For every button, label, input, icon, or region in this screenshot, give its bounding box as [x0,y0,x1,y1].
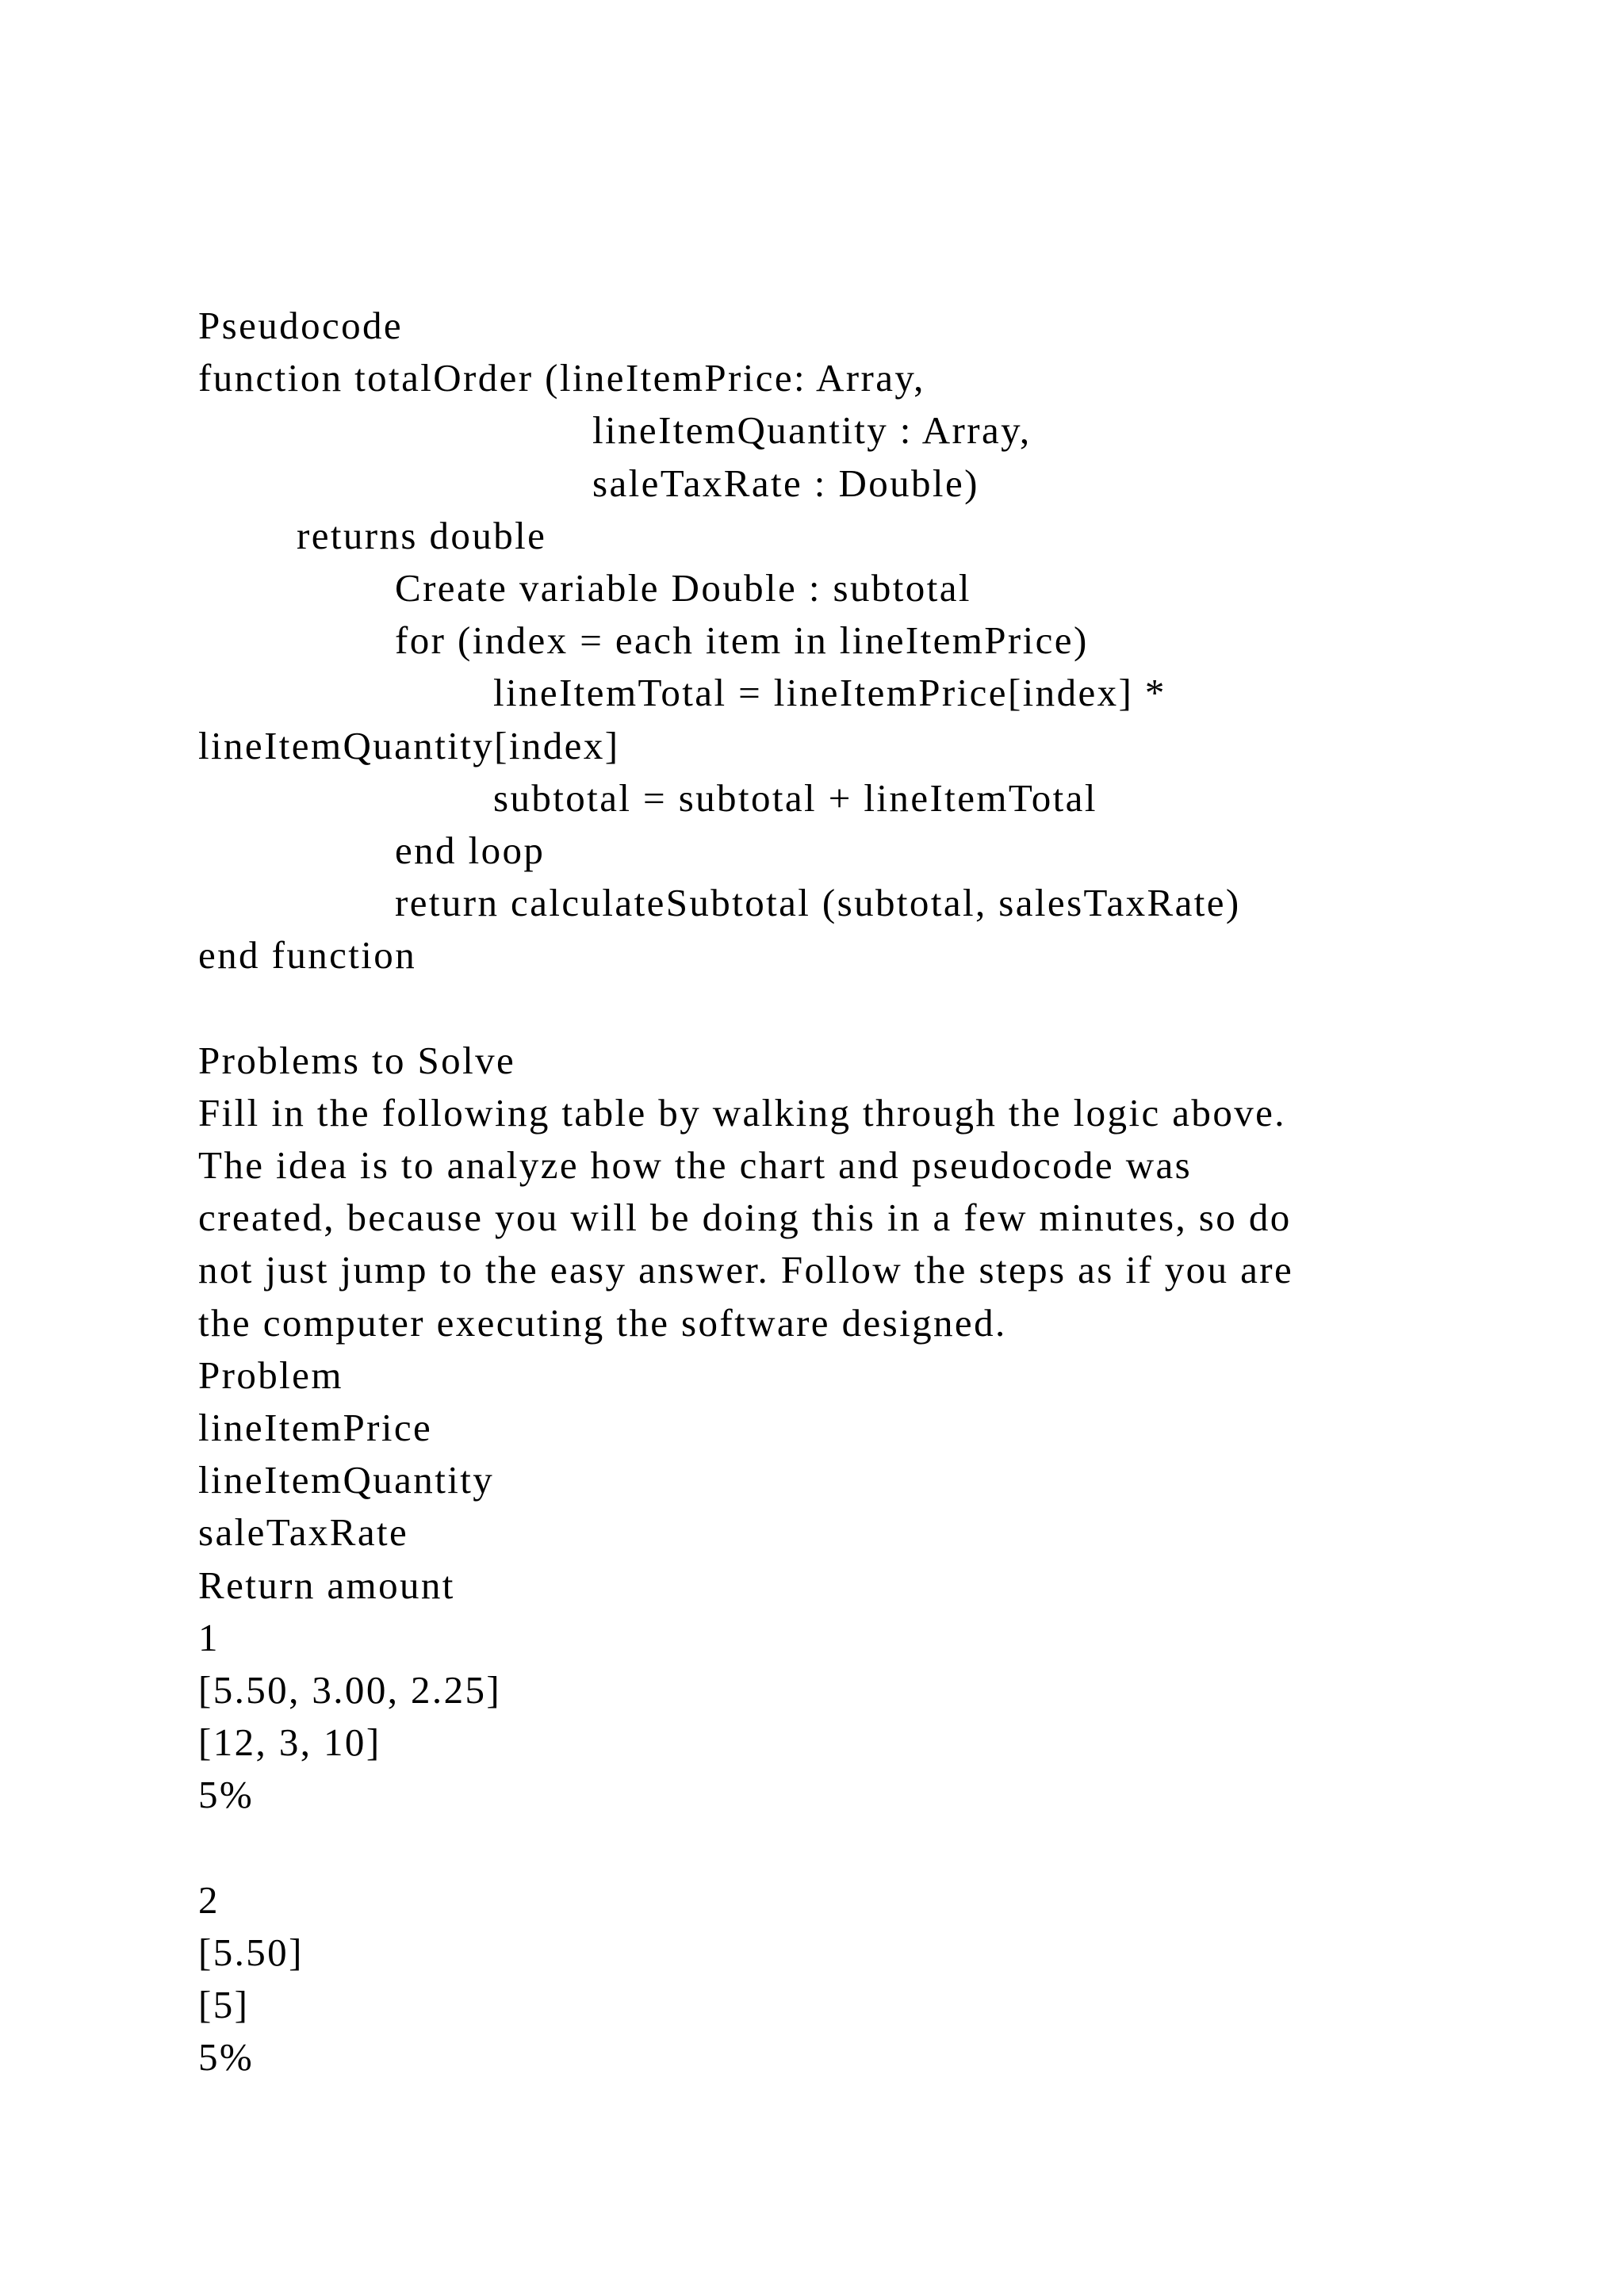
blank-line [198,982,1467,1034]
document-text [198,300,1467,2084]
table-header-sale-tax-rate: saleTaxRate [198,1510,409,1555]
instruction-line: The idea is to analyze how the chart and pseudocode was [198,1143,1193,1187]
instruction-line: Fill in the following table by walking through the logic above. [198,1090,1286,1135]
table-header-return-amount: Return amount [198,1563,455,1607]
table-header-line-item-price: lineItemPrice [198,1405,433,1449]
table-cell-return-amount [198,1821,1467,1873]
instruction-line: created, because you will be doing this in a few minutes, so do [198,1196,1292,1240]
problems-heading: Problems to Solve [198,1038,516,1082]
pseudocode-line: subtotal = subtotal + lineItemTotal [493,775,1097,820]
table-cell-sale-tax-rate: 5% [198,2035,255,2080]
table-cell-line-item-quantity: [12, 3, 10] [198,1720,381,1765]
pseudocode-line: lineItemQuantity[index] [198,723,620,767]
pseudocode-line: end loop [395,828,546,872]
pseudocode-line: for (index = each item in lineItemPrice) [395,618,1089,663]
pseudocode-line: lineItemTotal = lineItemPrice[index] * [493,671,1166,715]
pseudocode-line: function totalOrder (lineItemPrice: Array, [198,356,925,400]
pseudocode-line: end function [198,933,417,978]
table-header-problem: Problem [198,1353,343,1397]
table-cell-line-item-quantity: [5] [198,1983,250,2026]
pseudocode-line: returns double [297,513,547,557]
table-cell-problem: 2 [198,1877,220,1922]
table-cell-line-item-price: [5.50, 3.00, 2.25] [198,1667,502,1712]
table-header-line-item-quantity: lineItemQuantity [198,1458,495,1502]
pseudocode-line: return calculateSubtotal (subtotal, salesTaxRate) [395,881,1241,925]
table-cell-line-item-price: [5.50] [198,1930,304,1974]
pseudocode-heading: Pseudocode [198,304,404,347]
table-cell-sale-tax-rate: 5% [198,1773,255,1817]
instruction-line: not just jump to the easy answer. Follow the steps as if you are [198,1248,1294,1292]
pseudocode-line: lineItemQuantity : Array, [592,408,1032,453]
pseudocode-line: saleTaxRate : Double) [592,461,979,505]
instruction-line: the computer executing the software designed. [198,1300,1007,1345]
table-cell-problem: 1 [198,1615,220,1659]
pseudocode-line: Create variable Double : subtotal [395,565,971,610]
